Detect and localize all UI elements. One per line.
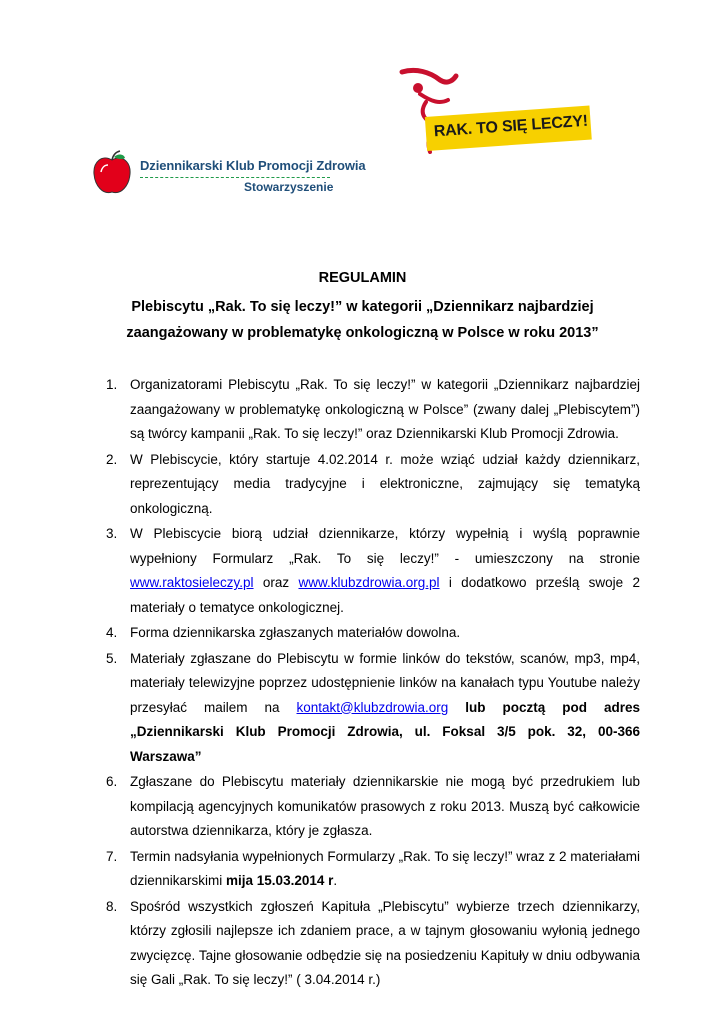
rule-number: 1. — [106, 377, 118, 392]
rule-number: 8. — [106, 898, 118, 914]
rule-item — [106, 770, 640, 844]
rule-item — [106, 895, 640, 993]
rule-number: 7. — [106, 848, 118, 864]
rule-number: 4. — [106, 625, 118, 640]
logo-divider — [140, 177, 330, 178]
document-title: REGULAMIN — [318, 270, 407, 286]
rule-item — [106, 448, 640, 522]
rule-text-part: oraz — [253, 575, 299, 590]
rule-text: Organizatorami Plebiscytu „Rak. To się leczy!” w kategorii „Dziennikarz najbardziej zaangażowany w problematykę onkologiczną w Polsce” (zwany dalej „Plebiscytem”) są twórcy kampanii „Rak. To się leczy!” oraz Dziennikarski Klub Promocji Zdrowia. — [130, 377, 640, 441]
rule-number: 6. — [106, 774, 118, 789]
rule-text — [130, 845, 640, 894]
rules-list — [106, 373, 641, 994]
rule-text-part: Materiały zgłaszane do Plebiscytu w formie linków do tekstów, scanów, mp3, mp4, materiały telewizyjne poprzez udostępnienie linków na kanałach typu Youtube należy przesyłać mailem na — [130, 650, 640, 715]
postal-address-text: lub pocztą pod adres „Dziennikarski Klub Promocji Zdrowia, ul. Foksal 3/5 pok. 32, 00-366 Warszawa” — [130, 699, 641, 764]
rule-text: Forma dziennikarska zgłaszanych materiałów dowolna. — [130, 625, 461, 640]
organization-subtitle: Stowarzyszenie — [244, 180, 334, 194]
dkpz-logo — [92, 150, 366, 200]
rule-text-part: . — [333, 873, 338, 888]
rule-text: Spośród wszystkich zgłoszeń Kapituła „Plebiscytu” wybierze trzech dziennikarzy, którzy zgłosili najlepsze ich zdaniem prace, a w tajnym głosowaniu wyłonią jednego zwycięzcę. Tajne głosowanie odbędzie się na posiedzeniu Kapituły w dniu odbywania się Gali „Rak. To się leczy!” ( 3.04.2014 r.) — [130, 898, 640, 987]
rule-number: 3. — [106, 526, 118, 541]
rule-text-part: W Plebiscycie biorą udział dziennikarze, którzy wypełnią i wyślą poprawnie wypełniony Formularz „Rak. To się leczy!” - umieszczony na stronie — [130, 526, 640, 566]
document-subtitle-line2: zaangażowany w problematykę onkologiczną w Polsce w roku 2013” — [126, 325, 599, 341]
rule-item — [106, 522, 641, 620]
rule-item — [106, 621, 640, 646]
rule-item — [106, 845, 640, 894]
rule-text-part: Termin nadsyłania wypełnionych Formularzy „Rak. To się leczy!” wraz z 2 materiałami dziennikarskimi — [130, 848, 640, 888]
rule-number: 5. — [106, 650, 118, 666]
deadline-text: mija 15.03.2014 r — [226, 873, 334, 888]
rule-item — [106, 373, 640, 447]
rule-text-part: i dodatkowo prześlą swoje 2 materiały o tematyce onkologicznej. — [130, 575, 641, 615]
klubzdrowia-link[interactable]: www.klubzdrowia.org.pl — [298, 575, 440, 590]
raktosieleczy-link[interactable]: www.raktosieleczy.pl — [130, 575, 254, 590]
rule-text — [130, 522, 640, 620]
rule-text: W Plebiscycie, który startuje 4.02.2014 r. może wziąć udział każdy dziennikarz, reprezentujący media tradycyjne i elektroniczne, zajmujący się tematyką onkologiczną. — [130, 451, 640, 516]
rule-number: 2. — [106, 451, 118, 467]
organization-name: Dziennikarski Klub Promocji Zdrowia — [140, 158, 366, 173]
apple-logo-icon — [92, 150, 132, 196]
rule-item — [106, 647, 641, 770]
contact-email-link[interactable]: kontakt@klubzdrowia.org — [296, 699, 449, 715]
document-subtitle-line1: Plebiscytu „Rak. To się leczy!” w kategorii „Dziennikarz najbardziej — [131, 299, 594, 315]
rak-campaign-logo — [396, 62, 596, 162]
rule-text — [130, 647, 640, 770]
rule-text: Zgłaszane do Plebiscytu materiały dziennikarskie nie mogą być przedrukiem lub kompilacją agencyjnych komunikatów prasowych z roku 2013. Muszą być całkowicie autorstwa dziennikarza, który je zgłasza. — [130, 774, 640, 838]
campaign-badge-text: RAK. TO SIĘ LECZY! — [433, 112, 589, 141]
